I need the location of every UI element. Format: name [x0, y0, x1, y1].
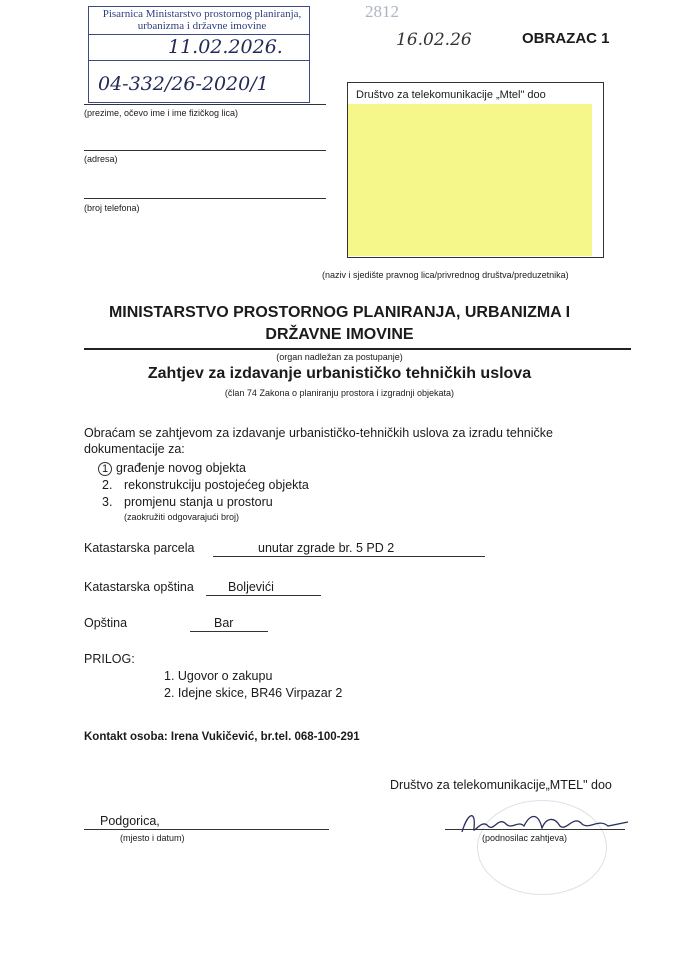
parcel-value: unutar zgrade br. 5 PD 2	[258, 541, 395, 555]
option-3-text: promjenu stanja u prostoru	[124, 495, 273, 509]
faded-stamp-number: 2812	[365, 2, 399, 21]
name-line	[84, 104, 326, 105]
address-line	[84, 150, 326, 151]
form-label: OBRAZAC 1	[522, 30, 610, 47]
municipality-value: Bar	[214, 616, 234, 630]
intro-paragraph	[84, 425, 634, 457]
phone-line	[84, 198, 326, 199]
authority-line1: MINISTARSTVO PROSTORNOG PLANIRANJA, URBANIZMA I	[108, 304, 571, 321]
redaction-sticky-note	[348, 104, 592, 256]
place-value: Podgorica,	[100, 814, 160, 828]
name-caption: (prezime, očevo ime i ime fizičkog lica)	[84, 108, 239, 118]
authority-line2: DRŽAVNE IMOVINE	[265, 326, 414, 343]
parcel-underline	[213, 556, 485, 557]
circled-option-number: 1	[98, 462, 112, 476]
stamp-title-line1: Pisarnica Ministarstvo prostornog planiranja,	[102, 8, 302, 20]
place-date-line	[84, 829, 329, 830]
stamp-row-divider	[88, 34, 310, 35]
options-caption: (zaokružiti odgovarajući broj)	[124, 512, 240, 522]
faded-stamp-date: 16.02.26	[396, 30, 472, 50]
option-3-number: 3.	[102, 495, 113, 509]
authority-underline	[84, 348, 631, 350]
signature-line	[445, 829, 625, 830]
option-3	[102, 494, 273, 510]
contact-person: Kontakt osoba: Irena Vukičević, br.tel. 068-100-291	[84, 731, 360, 743]
stamp-date-handwritten: 11.02.2026.	[168, 36, 283, 58]
cadastral-municipality-label: Katastarska opština	[84, 580, 194, 594]
registry-stamp-title	[92, 8, 312, 32]
footer-company: Društvo za telekomunikacije„MTEL" doo	[390, 778, 612, 792]
legal-basis: (član 74 Zakona o planiranju prostora i izgradnji objekata)	[224, 388, 455, 398]
municipality-label: Opština	[84, 616, 128, 630]
option-2	[102, 477, 309, 493]
stamp-row-divider	[88, 60, 310, 61]
phone-caption: (broj telefona)	[84, 203, 140, 213]
authority-caption: (organ nadležan za postupanje)	[276, 352, 403, 362]
option-1	[102, 460, 246, 476]
parcel-label: Katastarska parcela	[84, 541, 195, 555]
company-name: Društvo za telekomunikacije „Mtel" doo	[356, 89, 546, 101]
address-caption: (adresa)	[84, 154, 118, 164]
intro-line2: dokumentacije za:	[84, 442, 185, 456]
place-date-caption: (mjesto i datum)	[120, 833, 185, 843]
stamp-title-line2: urbanizma i državne imovine	[137, 20, 267, 32]
stamp-number-handwritten: 04-332/26-2020/1	[98, 73, 269, 95]
attachments-label: PRILOG:	[84, 652, 135, 666]
intro-line1: Obraćam se zahtjevom za izdavanje urbanističko-tehničkih uslova za izradu tehničke	[84, 426, 553, 440]
cadastral-municipality-underline	[206, 595, 321, 596]
signer-caption: (podnosilac zahtjeva)	[482, 833, 568, 843]
option-1-text: građenje novog objekta	[116, 461, 246, 475]
legal-entity-caption: (naziv i sjedište pravnog lica/privrednog društva/preduzetnika)	[322, 270, 569, 280]
attachment-item-2: 2. Idejne skice, BR46 Virpazar 2	[164, 686, 343, 700]
request-title: Zahtjev za izdavanje urbanističko tehničkih uslova	[147, 365, 532, 382]
cadastral-municipality-value: Boljevići	[228, 580, 274, 594]
option-2-number: 2.	[102, 478, 113, 492]
attachment-item-1: 1. Ugovor o zakupu	[164, 669, 273, 683]
option-2-text: rekonstrukciju postojećeg objekta	[124, 478, 309, 492]
municipality-underline	[190, 631, 268, 632]
